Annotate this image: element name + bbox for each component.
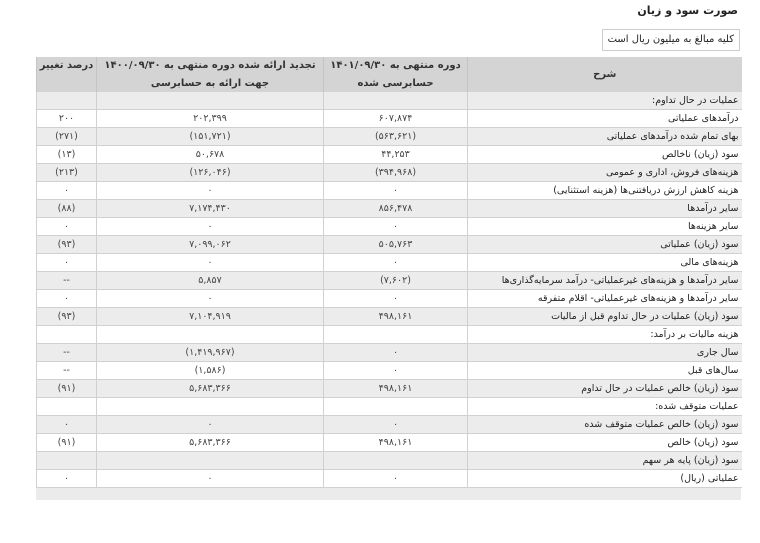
- row-change-percent: [37, 452, 97, 470]
- page-title: صورت سود و زیان: [637, 4, 738, 17]
- table-row: [37, 452, 742, 470]
- row-current-value: ۰: [324, 470, 468, 488]
- row-description: بهای تمام شده درآمدهای عملیاتی: [468, 128, 742, 146]
- row-current-value: ۴۹۸,۱۶۱: [324, 308, 468, 326]
- row-previous-value: ۰: [97, 290, 324, 308]
- row-description: سال جاری: [468, 344, 742, 362]
- row-change-percent: [37, 398, 97, 416]
- table-row: [37, 182, 742, 200]
- row-description: سال‌های قبل: [468, 362, 742, 380]
- row-previous-value: ۵۰,۶۷۸: [97, 146, 324, 164]
- table-row: [37, 290, 742, 308]
- row-previous-value: ۲۰۲,۳۹۹: [97, 110, 324, 128]
- table-row: [37, 218, 742, 236]
- column-header-change-percent: درصد تغییر: [37, 57, 97, 92]
- row-current-value: ۰: [324, 416, 468, 434]
- row-change-percent: ۰: [37, 290, 97, 308]
- row-description: سود (زیان) ناخالص: [468, 146, 742, 164]
- column-header-current-period: دوره منتهی به ۱۴۰۱/۰۹/۳۰: [324, 57, 468, 75]
- column-subheader-audited: حسابرسی شده: [324, 75, 468, 92]
- row-previous-value: ۷,۱۰۴,۹۱۹: [97, 308, 324, 326]
- table-row: [37, 92, 742, 110]
- row-current-value: (۵۶۳,۶۲۱): [324, 128, 468, 146]
- row-current-value: ۰: [324, 254, 468, 272]
- row-current-value: (۷,۶۰۲): [324, 272, 468, 290]
- row-change-percent: ۰: [37, 470, 97, 488]
- column-subheader-for-audit: جهت ارائه به حسابرسی: [97, 75, 324, 92]
- row-description: سایر درآمدها و هزینه‌های غیرعملیاتی- درآمد سرمایه‌گذاری‌ها: [468, 272, 742, 290]
- row-previous-value: ۰: [97, 218, 324, 236]
- row-previous-value: ۰: [97, 182, 324, 200]
- table-row: [37, 470, 742, 488]
- row-change-percent: ۰: [37, 416, 97, 434]
- row-previous-value: ۵,۸۵۷: [97, 272, 324, 290]
- row-previous-value: (۱,۴۱۹,۹۶۷): [97, 344, 324, 362]
- row-description: هزینه‌های فروش، اداری و عمومی: [468, 164, 742, 182]
- row-current-value: [324, 92, 468, 110]
- row-change-percent: --: [37, 362, 97, 380]
- row-description: سود (زیان) عملیاتی: [468, 236, 742, 254]
- row-change-percent: ۰: [37, 254, 97, 272]
- row-current-value: ۵۰۵,۷۶۳: [324, 236, 468, 254]
- table-row: [37, 110, 742, 128]
- row-change-percent: ۰: [37, 182, 97, 200]
- row-current-value: ۴۹۸,۱۶۱: [324, 380, 468, 398]
- table-row: [37, 398, 742, 416]
- row-previous-value: [97, 326, 324, 344]
- table-row: [37, 434, 742, 452]
- row-current-value: [324, 326, 468, 344]
- row-change-percent: (۹۱): [37, 380, 97, 398]
- row-current-value: [324, 452, 468, 470]
- row-previous-value: ۵,۶۸۳,۳۶۶: [97, 434, 324, 452]
- row-change-percent: (۲۱۳): [37, 164, 97, 182]
- row-current-value: ۰: [324, 344, 468, 362]
- row-current-value: ۴۹۸,۱۶۱: [324, 434, 468, 452]
- row-description: درآمدهای عملیاتی: [468, 110, 742, 128]
- row-previous-value: ۰: [97, 470, 324, 488]
- row-previous-value: (۱,۵۸۶): [97, 362, 324, 380]
- row-change-percent: (۹۳): [37, 308, 97, 326]
- row-previous-value: ۵,۶۸۳,۳۶۶: [97, 380, 324, 398]
- row-current-value: ۰: [324, 362, 468, 380]
- row-description: هزینه مالیات بر درآمد:: [468, 326, 742, 344]
- row-previous-value: [97, 452, 324, 470]
- row-description: عملیات در حال تداوم:: [468, 92, 742, 110]
- row-previous-value: ۷,۰۹۹,۰۶۲: [97, 236, 324, 254]
- row-current-value: [324, 398, 468, 416]
- row-previous-value: ۷,۱۷۴,۴۳۰: [97, 200, 324, 218]
- table-row: [37, 344, 742, 362]
- row-change-percent: [37, 92, 97, 110]
- row-description: عملیاتی (ریال): [468, 470, 742, 488]
- row-change-percent: (۱۳): [37, 146, 97, 164]
- row-description: سود (زیان) خالص عملیات در حال تداوم: [468, 380, 742, 398]
- row-description: سایر درآمدها: [468, 200, 742, 218]
- row-description: سایر درآمدها و هزینه‌های غیرعملیاتی- اقلام متفرقه: [468, 290, 742, 308]
- row-description: سایر هزینه‌ها: [468, 218, 742, 236]
- row-change-percent: --: [37, 272, 97, 290]
- row-change-percent: (۸۸): [37, 200, 97, 218]
- table-row: [37, 362, 742, 380]
- table-row: [37, 272, 742, 290]
- row-current-value: (۳۹۴,۹۶۸): [324, 164, 468, 182]
- table-row: [37, 200, 742, 218]
- table-row: [37, 254, 742, 272]
- row-previous-value: ۰: [97, 254, 324, 272]
- row-description: سود (زیان) خالص: [468, 434, 742, 452]
- row-current-value: ۸۵۶,۴۷۸: [324, 200, 468, 218]
- row-description: عملیات متوقف شده:: [468, 398, 742, 416]
- column-header-previous-period: تجدید ارائه شده دوره منتهی به ۱۴۰۰/۰۹/۳۰: [97, 57, 324, 75]
- row-change-percent: ۰: [37, 218, 97, 236]
- row-current-value: ۶۰۷,۸۷۴: [324, 110, 468, 128]
- table-row: [37, 308, 742, 326]
- row-change-percent: (۹۳): [37, 236, 97, 254]
- table-row: [37, 164, 742, 182]
- row-change-percent: (۲۷۱): [37, 128, 97, 146]
- table-row: [37, 380, 742, 398]
- table-row: [37, 128, 742, 146]
- row-description: سود (زیان) خالص عملیات متوقف شده: [468, 416, 742, 434]
- row-description: سود (زیان) عملیات در حال تداوم قبل از مالیات: [468, 308, 742, 326]
- row-previous-value: ۰: [97, 416, 324, 434]
- row-change-percent: --: [37, 344, 97, 362]
- row-change-percent: [37, 326, 97, 344]
- column-header-description: شرح: [468, 57, 742, 92]
- row-change-percent: (۹۱): [37, 434, 97, 452]
- row-previous-value: (۱۵۱,۷۲۱): [97, 128, 324, 146]
- row-current-value: ۰: [324, 218, 468, 236]
- row-previous-value: [97, 92, 324, 110]
- row-description: هزینه کاهش ارزش دریافتنی‌ها (هزینه استثنایی): [468, 182, 742, 200]
- row-current-value: ۴۴,۲۵۳: [324, 146, 468, 164]
- table-row: [37, 326, 742, 344]
- row-previous-value: [97, 398, 324, 416]
- unit-note: کلیه مبالغ به میلیون ریال است: [602, 29, 740, 51]
- row-current-value: ۰: [324, 290, 468, 308]
- row-description: هزینه‌های مالی: [468, 254, 742, 272]
- row-current-value: ۰: [324, 182, 468, 200]
- income-statement-table-container: [36, 57, 741, 500]
- table-row: [37, 416, 742, 434]
- row-previous-value: (۱۲۶,۰۴۶): [97, 164, 324, 182]
- row-description: سود (زیان) پایه هر سهم: [468, 452, 742, 470]
- income-statement-table: [36, 57, 742, 488]
- row-change-percent: ۲۰۰: [37, 110, 97, 128]
- table-row: [37, 236, 742, 254]
- table-row: [37, 146, 742, 164]
